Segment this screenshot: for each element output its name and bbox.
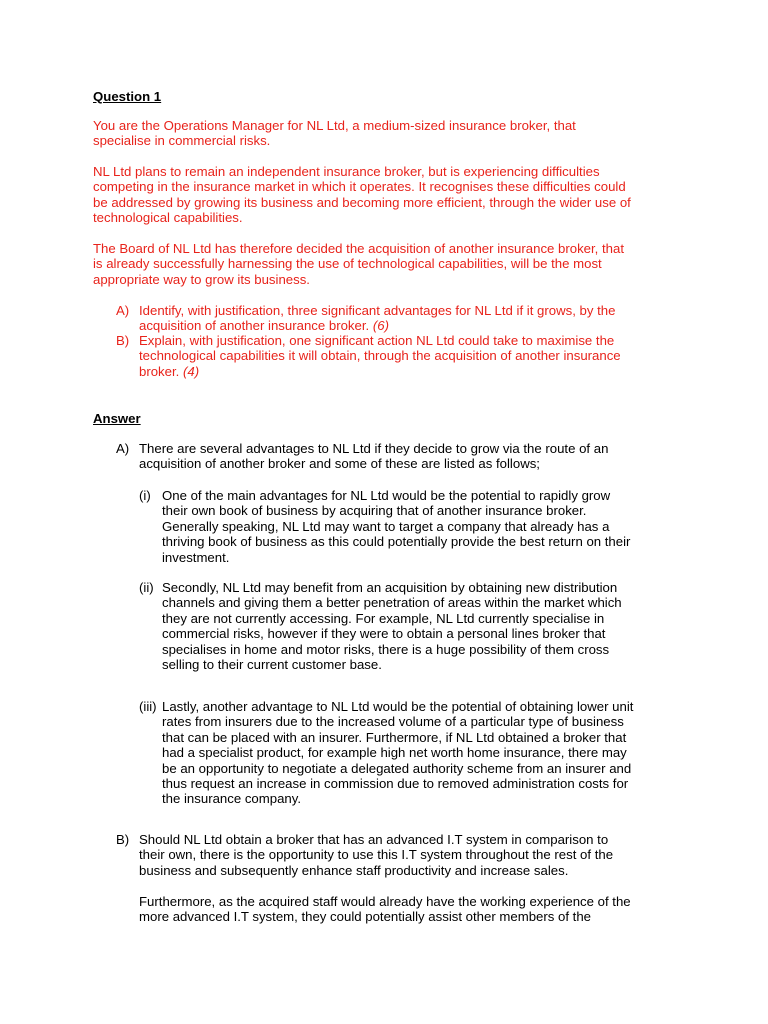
- answer-item-b: [116, 832, 686, 878]
- text-line: acquisition of another insurance broker.: [139, 318, 370, 334]
- answer-item-a: [116, 441, 686, 472]
- text-line: NL Ltd plans to remain an independent insurance broker, but is experiencing difficulties: [93, 164, 600, 179]
- sub-label: (i): [139, 488, 151, 503]
- text-line: Furthermore, as the acquired staff would already have the working experience of the: [139, 894, 631, 909]
- text-line: Lastly, another advantage to NL Ltd would be the potential of obtaining lower unit: [162, 699, 634, 714]
- text-line: the insurance company.: [162, 791, 302, 807]
- text-line: Secondly, NL Ltd may benefit from an acquisition by obtaining new distribution: [162, 580, 618, 595]
- text-line: business and subsequently enhance staff productivity and increase sales.: [139, 862, 569, 878]
- question-heading: Question 1: [93, 89, 162, 104]
- text-line: their own book of business by acquiring that of another insurance broker.: [162, 503, 587, 519]
- text-line: be an opportunity to negotiate a delegated authority scheme from an insurer and: [162, 760, 632, 776]
- item-label: A): [116, 441, 130, 456]
- text-line: commercial risks, however if they were to obtain a personal lines broker that: [162, 626, 606, 642]
- text-line: broker.: [139, 363, 180, 379]
- text-line: specialise in commercial risks.: [93, 133, 271, 149]
- text-line: Identify, with justification, three significant advantages for NL Ltd if it grows, by the: [139, 303, 616, 318]
- text-line: selling to their current customer base.: [162, 657, 382, 673]
- question-item-b: [116, 333, 686, 379]
- text-line: that can be placed with an insurer. Furthermore, if NL Ltd obtained a broker that: [162, 729, 627, 745]
- answer-sub-i: [139, 488, 684, 565]
- text-line: investment.: [162, 549, 230, 565]
- sub-label: (ii): [139, 580, 154, 595]
- text-line: competing in the insurance market in which it operates. It recognises these difficulties could: [93, 179, 626, 195]
- text-line: The Board of NL Ltd has therefore decided the acquisition of another insurance broker, that: [93, 241, 625, 256]
- question-paragraph-2: [93, 164, 683, 226]
- text-line: You are the Operations Manager for NL Ltd, a medium-sized insurance broker, that: [93, 118, 576, 133]
- text-line: rates from insurers due to the increased volume of a particular type of business: [162, 714, 624, 730]
- question-intro: [93, 118, 683, 149]
- text-line: technological capabilities it will obtain, through the acquisition of another insurance: [139, 348, 621, 364]
- text-line: thus request an increase in commission due to removed administration costs for: [162, 776, 629, 792]
- text-line: specialises in home and motor risks, there is a huge possibility of them cross: [162, 641, 610, 657]
- text-line: There are several advantages to NL Ltd if they decide to grow via the route of an: [139, 441, 609, 456]
- text-line: Explain, with justification, one significant action NL Ltd could take to maximise the: [139, 333, 615, 348]
- text-line: acquisition of another broker and some of these are listed as follows;: [139, 456, 540, 472]
- text-line: Should NL Ltd obtain a broker that has an advanced I.T system in comparison to: [139, 832, 609, 847]
- marks: (4): [183, 363, 200, 379]
- answer-item-b-continued: [116, 894, 686, 925]
- text-line: their own, there is the opportunity to use this I.T system throughout the rest of the: [139, 847, 614, 863]
- text-line: Generally speaking, NL Ltd may want to target a company that already has a: [162, 518, 610, 534]
- answer-heading: Answer: [93, 411, 141, 426]
- text-line: channels and giving them a better penetration of areas within the market which: [162, 595, 622, 611]
- text-line: more advanced I.T system, they could potentially assist other members of the: [139, 909, 592, 925]
- text-line: appropriate way to grow its business.: [93, 271, 310, 287]
- marks: (6): [372, 318, 389, 334]
- item-label: A): [116, 303, 130, 318]
- item-label: B): [116, 333, 130, 348]
- text-line: had a specialist product, for example high net worth home insurance, there may: [162, 745, 627, 761]
- question-item-a: [116, 303, 686, 334]
- item-label: B): [116, 832, 130, 847]
- answer-sub-ii: [139, 580, 684, 672]
- text-line: technological capabilities.: [93, 210, 243, 226]
- text-line: thriving book of business as this could potentially provide the best return on their: [162, 534, 631, 550]
- answer-sub-iii: [139, 699, 684, 807]
- question-paragraph-3: [93, 241, 683, 287]
- text-line: be addressed by growing its business and becoming more efficient, through the wider use of: [93, 194, 631, 210]
- sub-label: (iii): [139, 699, 157, 714]
- text-line: they are not currently accessing. For example, NL Ltd currently specialise in: [162, 610, 605, 626]
- text-line: One of the main advantages for NL Ltd would be the potential to rapidly grow: [162, 488, 611, 503]
- text-line: is already successfully harnessing the use of technological capabilities, will be the most: [93, 256, 602, 272]
